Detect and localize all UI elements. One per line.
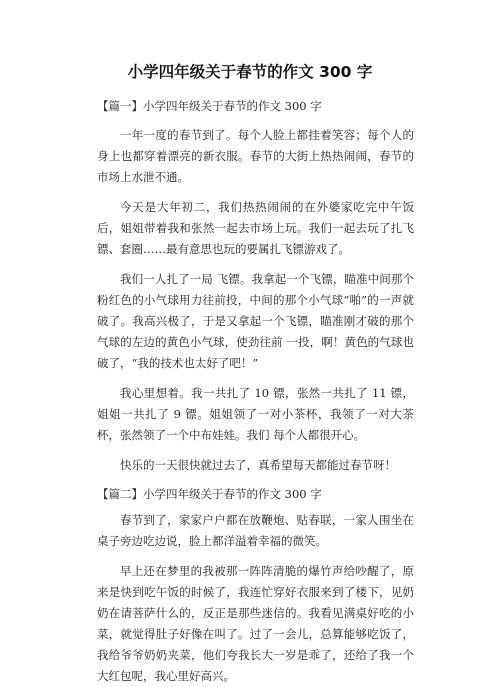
paragraph: 今天是大年初二，我们热热闹闹的在外婆家吃完中午饭后，姐姐带着我和张然一起去市场上玩。我们一起去玩了扎飞镖、套圈……最有意思也玩的要属扎飞镖游戏了。 xyxy=(97,200,414,256)
paragraph: 一年一度的春节到了。每个人脸上都挂着笑容；每个人的身上也都穿着漂亮的新衣服。春节的大街上热热闹闹，春节的市场上水泄不通。 xyxy=(97,128,414,184)
paragraph: 我心里想着。我一共扎了 10 镖，张然一共扎了 11 镖，姐姐一共扎了 9 镖。姐姐领了一对小茶杯，我领了一对大茶杯，张然领了一个中布娃娃。我们 每个人都很开心。 xyxy=(97,386,414,442)
paragraph: 春节到了，家家户户都在放鞭炮、贴春联，一家人围坐在桌子旁边吃边说，脸上都洋溢着幸福的微笑。 xyxy=(97,513,414,548)
document-body xyxy=(97,96,414,687)
paragraph: 快乐的一天很快就过去了，真希望每天都能过春节呀！ xyxy=(120,458,396,472)
paragraph: 我们一人扎了一局 飞镖。我拿起一个飞镖，瞄准中间那个粉红色的小气球用力往前投，中间的那个小气球“啪”的一声就破了。我高兴极了，于是又拿起一个飞镖，瞄准刚才破的那个气球的左边的黄色小气球，使劲往前 一投，啊！黄色的气球也破了，“我的技术也太好了吧！” xyxy=(97,272,414,370)
section-heading-1: 【篇一】小学四年级关于春节的作文 300 字 xyxy=(97,99,322,113)
paragraph: 早上还在梦里的我被那一阵阵清脆的爆竹声给吵醒了，原来是快到吃午饭的时候了，我连忙穿好衣服来到了楼下，见奶奶在请菩萨什么的，反正是那些迷信的。我看见满桌好吃的小菜，就觉得肚子好像在叫了。过了一会儿，总算能够吃饭了，我给爷爷奶奶夹菜，他们夸我长大一岁是乖了，还给了我一个大红包呢，我心里好高兴。 xyxy=(97,564,414,683)
section-heading-2: 【篇二】小学四年级关于春节的作文 300 字 xyxy=(97,487,322,501)
document-title: 小学四年级关于春节的作文 300 字 xyxy=(127,63,373,81)
